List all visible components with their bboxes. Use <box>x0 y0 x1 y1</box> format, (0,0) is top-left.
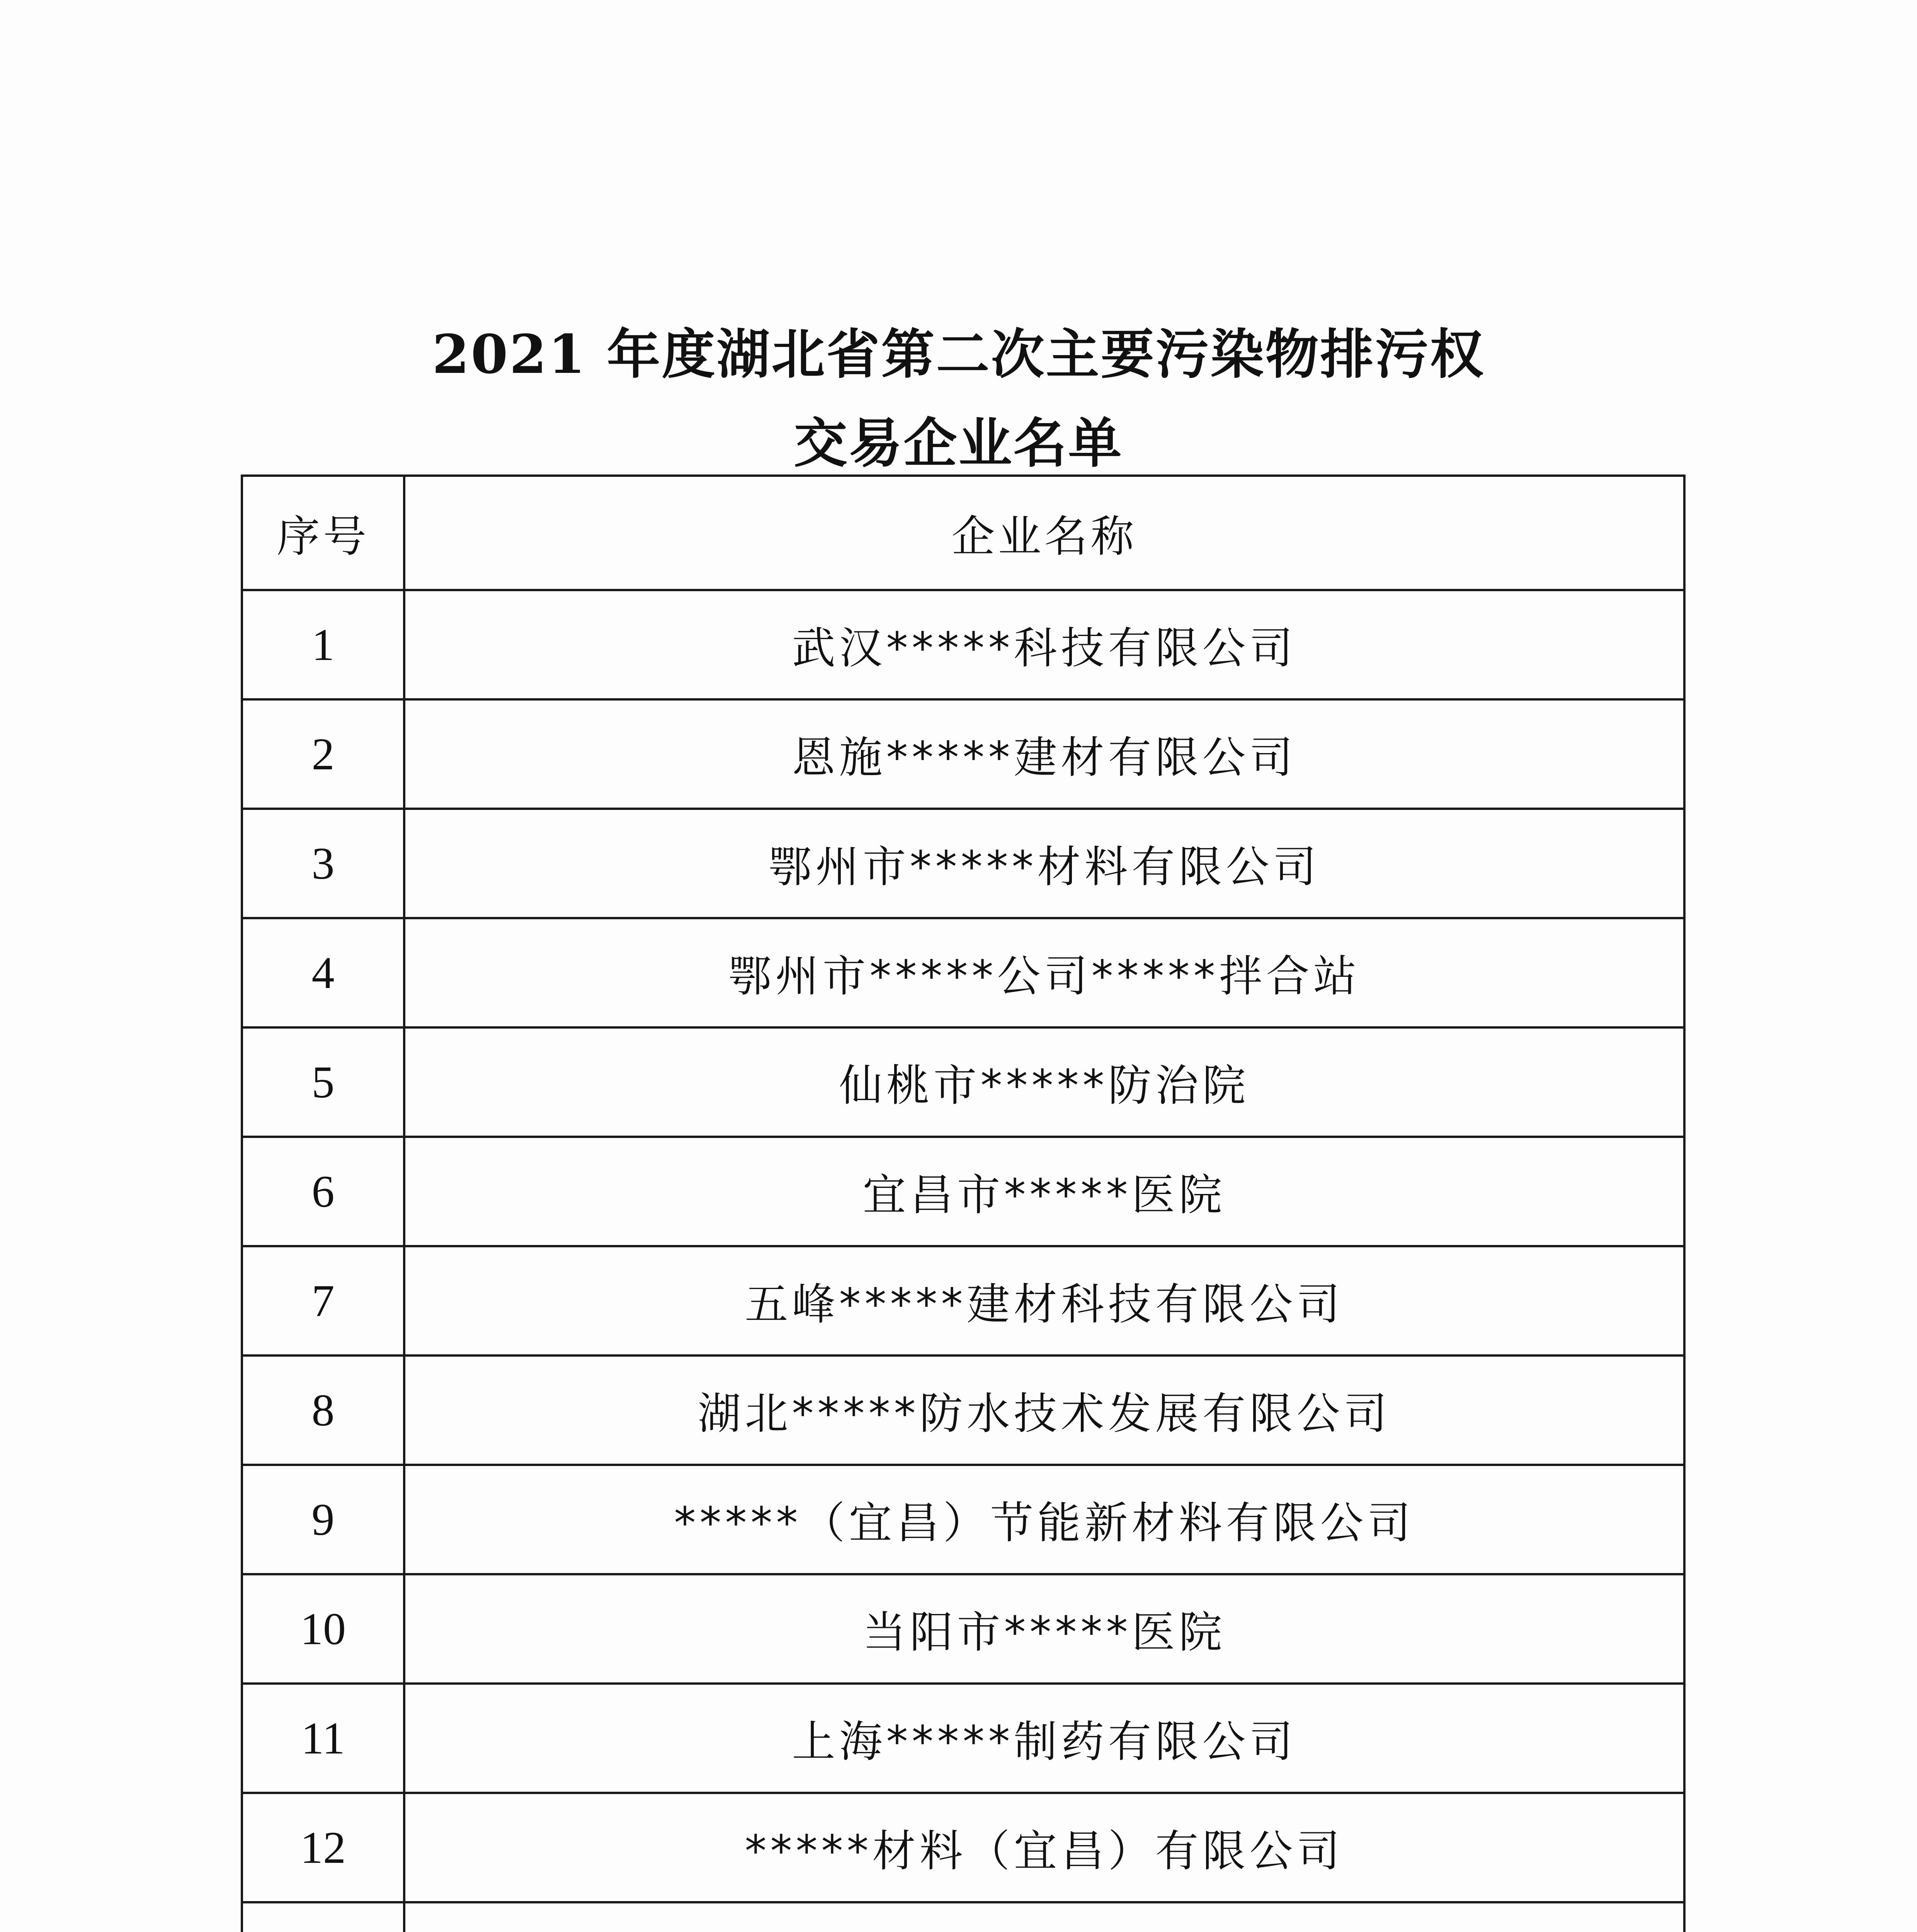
table-row <box>242 1246 1684 1355</box>
table-row <box>242 1684 1684 1793</box>
row-enterprise-name: 五峰*****建材科技有限公司 <box>404 1246 1684 1355</box>
row-seq: 6 <box>242 1137 404 1246</box>
table-row <box>242 1574 1684 1684</box>
row-enterprise-name: 武汉*****科技有限公司 <box>404 590 1684 699</box>
row-seq: 1 <box>242 590 404 699</box>
header-name: 企业名称 <box>404 476 1684 590</box>
document-title-line-2: 交易企业名单 <box>794 412 1123 474</box>
row-enterprise-name: 仙桃市*****防治院 <box>404 1027 1684 1137</box>
row-seq: 3 <box>242 809 404 918</box>
table-row <box>242 1902 1684 1932</box>
row-enterprise-name: 鄂州市*****公司*****拌合站 <box>404 918 1684 1027</box>
row-seq: 9 <box>242 1465 404 1574</box>
row-seq: 7 <box>242 1246 404 1355</box>
table-row <box>242 590 1684 699</box>
row-enterprise-name: 鄂州市*****材料有限公司 <box>404 809 1684 918</box>
table-row <box>242 809 1684 918</box>
row-seq: 11 <box>242 1684 404 1793</box>
row-enterprise-name: 恩施*****建材有限公司 <box>404 699 1684 809</box>
header-seq: 序号 <box>242 476 404 590</box>
row-enterprise-name: *****材料（宜昌）有限公司 <box>404 1793 1684 1902</box>
table-row <box>242 1027 1684 1137</box>
table-row <box>242 1355 1684 1465</box>
row-enterprise-name: 湖北*****防水技术发展有限公司 <box>404 1355 1684 1465</box>
row-enterprise-name: 宜昌市*****医院 <box>404 1137 1684 1246</box>
table-row <box>242 1137 1684 1246</box>
document-title-line-1: 2021 年度湖北省第二次主要污染物排污权 <box>432 323 1485 386</box>
row-seq: 8 <box>242 1355 404 1465</box>
row-seq: 12 <box>242 1793 404 1902</box>
row-seq: 4 <box>242 918 404 1027</box>
table-row <box>242 1793 1684 1902</box>
table-row <box>242 1465 1684 1574</box>
row-seq: 2 <box>242 699 404 809</box>
table-row <box>242 918 1684 1027</box>
row-enterprise-name <box>404 1902 1684 1932</box>
row-enterprise-name: 当阳市*****医院 <box>404 1574 1684 1684</box>
row-seq <box>242 1902 404 1932</box>
row-enterprise-name: *****（宜昌）节能新材料有限公司 <box>404 1465 1684 1574</box>
row-seq: 10 <box>242 1574 404 1684</box>
table-header-row <box>242 476 1684 590</box>
row-seq: 5 <box>242 1027 404 1137</box>
table-row <box>242 699 1684 809</box>
row-enterprise-name: 上海*****制药有限公司 <box>404 1684 1684 1793</box>
enterprise-list-table <box>241 474 1686 1932</box>
